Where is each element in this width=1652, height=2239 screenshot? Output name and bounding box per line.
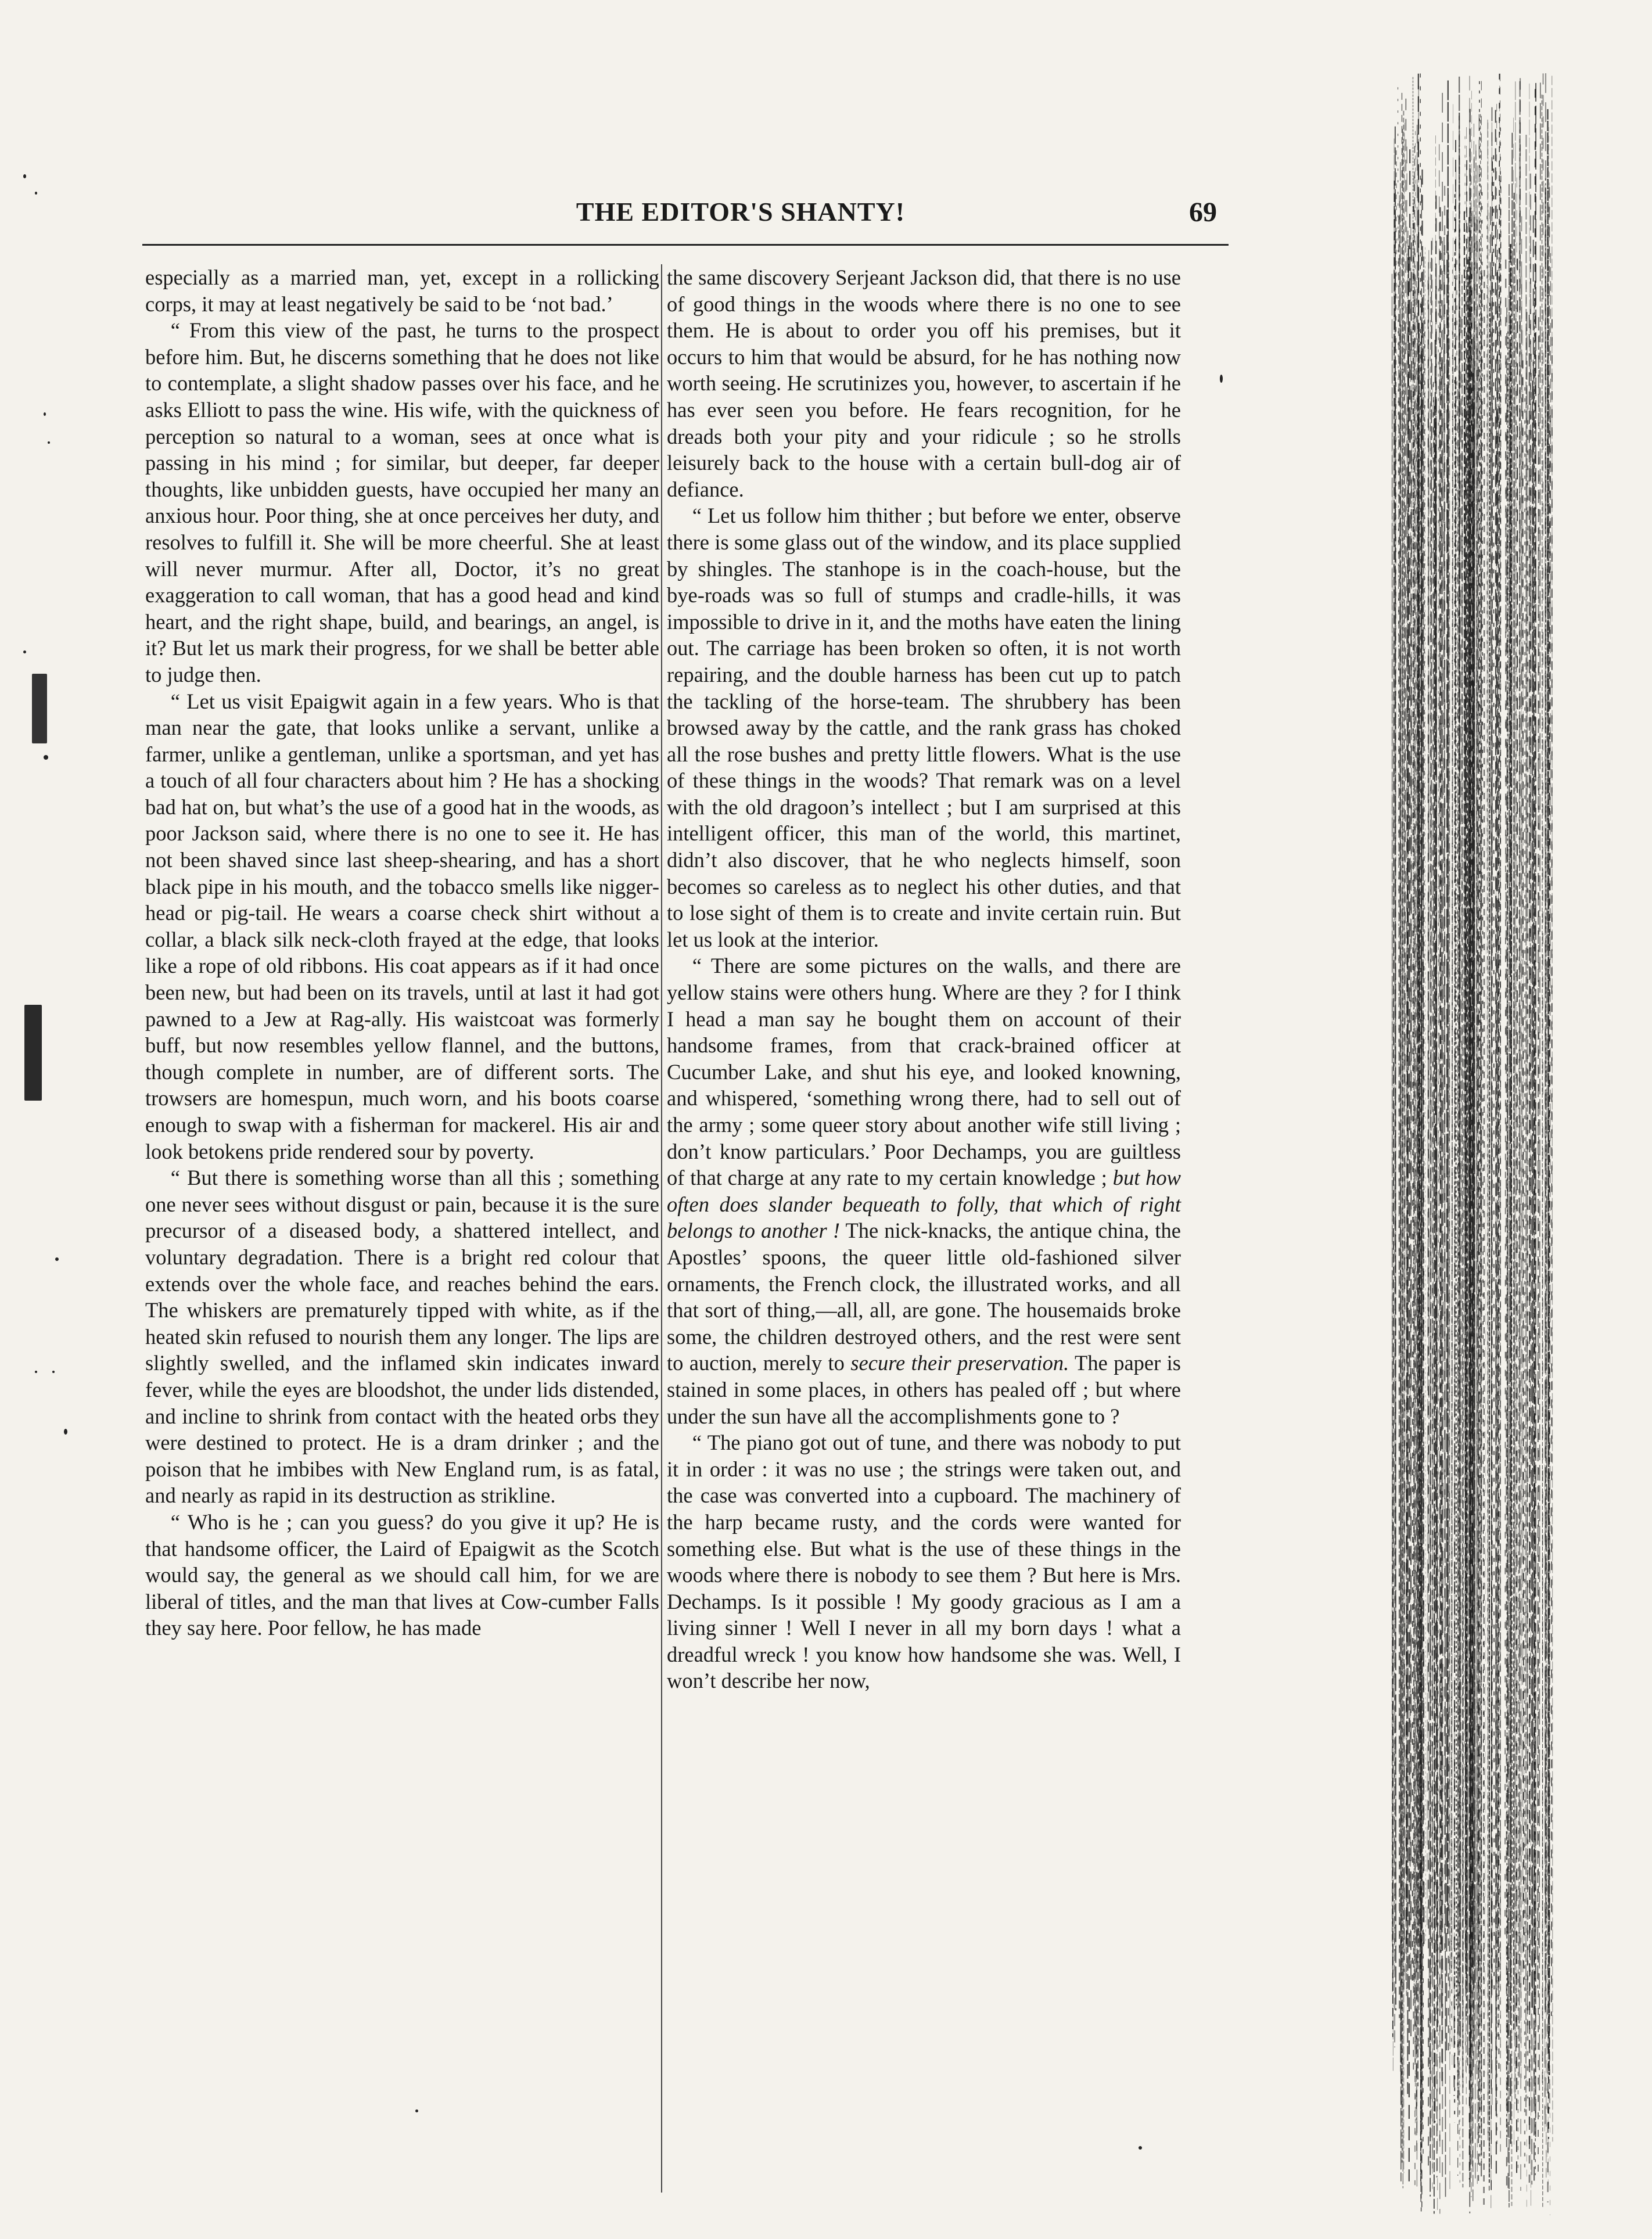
italic-text: secure their preservation. [850, 1351, 1069, 1375]
binding-streak [1438, 421, 1439, 2212]
paragraph: “ But there is something worse than all this ; something one never sees without disgust or pain, because it is the sure precursor of a diseased body, a shattered intellect, and voluntary degradation. There is a bright red colour that extends over the whole face, and reaches behind the ears. The whiskers are prematurely tipped with white, as if the heated skin refused to nourish them any longer. The lips are slightly swelled, and the inflamed skin indicates inward fever, while the eyes are bloodshot, the under lids distended, and incline to shrink from contact with the heated orbs they were destined to protect. He is a dram drinker ; and the poison that he imbibes with New England rum, is as fatal, and nearly as rapid in its destruction as strikline. [145, 1166, 659, 1508]
paragraph: especially as a married man, yet, except in a rollicking corps, it may at least negatively be said to be ‘not bad.’ [145, 265, 659, 316]
paragraph: “ Who is he ; can you guess? do you give it up? He is that handsome officer, the Laird of Epaigwit as the Scotch would say, the general as we should call him, for we are liberal of titles, and the man that lives at Cow-cumber Falls they say here. Poor fellow, he has made [145, 1510, 659, 1640]
binding-streak [1493, 155, 1494, 1991]
page-header [142, 196, 1229, 240]
binding-streak [1452, 306, 1453, 1973]
page-number: 69 [1189, 197, 1217, 228]
right-column [667, 264, 1181, 1694]
binding-streak [1538, 317, 1539, 1989]
paragraph: “ Let us follow him thither ; but before we enter, observe there is some glass out of the window, and its place supplied by shingles. The stanhope is in the coach-house, but the bye-roads was so full of stumps and cradle-hills, it was impossible to drive in it, and the moths have eaten the lining out. The carriage has been broken so often, it is not worth repairing, and the double harness has been cut up to patch the tackling of the horse-team. The shrubbery has been browsed away by the cattle, and the rank grass has choked all the rose bushes and pretty little flowers. What is the use of these things in the woods? That remark was on a level with the old dragoon’s intellect ; but I am surprised at this intelligent officer, this man of the world, this martinet, didn’t also discover, that he who neglects himself, soon becomes so careless as to neglect his other duties, and that to lose sight of them is to create and invite certain ruin. But let us look at the interior. [667, 504, 1181, 951]
running-title: THE EDITOR'S SHANTY! [576, 197, 906, 227]
paragraph: the same discovery Serjeant Jackson did, that there is no use of good things in the woods where there is no one to see them. He is about to order you off his premises, but it occurs to him that would be absurd, for he has nothing now worth seeing. He scrutinizes you, however, to ascertain if he has ever seen you before. He fears recognition, for he dreads both your pity and your ridicule ; so he strolls leisurely back to the house with a certain bull-dog air of defiance. [667, 265, 1181, 501]
italic-text: but how often does slander bequeath to folly, that which of right belongs to another ! [667, 1166, 1181, 1243]
binding-streak [1485, 303, 1486, 2073]
header-rule [142, 244, 1229, 246]
binding-streak [1425, 247, 1426, 1942]
binding-streak [1484, 270, 1485, 2210]
binding-streak [1461, 413, 1463, 1936]
binding-streak [1411, 242, 1412, 2036]
binding-streak [1514, 325, 1515, 2104]
binding-streak [1446, 210, 1447, 2050]
page-binding-edge [1385, 73, 1560, 2216]
paragraph: “ Let us visit Epaigwit again in a few years. Who is that man near the gate, that looks unlike a servant, unlike a farmer, unlike a gentleman, unlike a sportsman, and yet has a touch of all four characters about him ? He has a shocking bad hat on, but what’s the use of a good hat in the woods, as poor Jackson said, where there is no one to see it. He has not been shaved since last sheep-shearing, and has a short black pipe in his mouth, and the tobacco smells like nigger-head or pig-tail. He wears a coarse check shirt without a collar, a black silk neck-cloth frayed at the edge, that looks like a rope of old ribbons. His coat appears as if it had once been new, but had been on its travels, until at last it had got pawned to a Jew at Rag-ally. His waistcoat was formerly buff, but now resembles yellow flannel, and the buttons, though complete in number, are of different sorts. The trowsers are homespun, much worn, and his boots coarse enough to swap with a fisherman for mackerel. His air and look betokens pride rendered sour by poverty. [145, 689, 659, 1163]
paragraph [667, 953, 1181, 1429]
binding-streak [1440, 207, 1441, 1953]
binding-streak [1539, 82, 1540, 2116]
paragraph-text: The nick-knacks, the antique china, the Apostles’ spoons, the queer little old-fashioned silver ornaments, the French clock, the illustrated works, and all that sort of thing,—all, all, are gone. The housemaids broke some, the children destroyed others, and the rest were sent to auction, merely to [667, 1219, 1181, 1375]
left-column [145, 264, 659, 1641]
binding-streak [1550, 253, 1551, 2109]
column-divider [661, 264, 662, 2193]
binding-streak [1409, 149, 1410, 2182]
paragraph: “ The piano got out of tune, and there was nobody to put it in order : it was no use ; the strings were taken out, and the case was converted into a cupboard. The machinery of the harp became rusty, and the cords were wanted for something else. But what is the use of these things in the woods where there is nobody to see them ? But here is Mrs. Dechamps. Is it possible ! My goody gracious as I am a living sinner ! Well I never in all my born days ! what a dreadful wreck ! you know how handsome she was. Well, I won’t describe her now, [667, 1431, 1181, 1693]
paragraph-text: “ There are some pictures on the walls, and there are yellow stains were others hung. Where are they ? for I think I head a man say he bought them on account of their handsome frames, from that crack-brained officer at Cucumber Lake, and shut his eye, and looked knowning, and whispered, ‘something wrong there, had to sell out of the army ; some queer story about another wife still living ; don’t know particulars.’ Poor Dechamps, you are guiltless of that charge at any rate to my certain knowledge ; [667, 954, 1181, 1190]
binding-streak [1527, 312, 1528, 2033]
paragraph-text: The paper is stained in some places, in others has pealed off ; but where under the sun have all the accomplishments gone to ? [667, 1351, 1181, 1428]
binding-streak [1404, 321, 1405, 1994]
paragraph: “ From this view of the past, he turns to the prospect before him. But, he discerns something that he does not like to contemplate, a slight shadow passes over his face, and he asks Elliott to pass the wine. His wife, with the quickness of perception so natural to a woman, sees at once what is passing in his mind ; for similar, but deeper, far deeper thoughts, like unbidden guests, have occupied her many an anxious hour. Poor thing, she at once perceives her duty, and resolves to fulfill it. She will be more cheerful. She at least will never murmur. After all, Doctor, it’s no great exaggeration to call woman, that has a good head and kind heart, and the right shape, build, and bearings, an angel, is it? But let us mark their progress, for we shall be better able to judge then. [145, 318, 659, 687]
